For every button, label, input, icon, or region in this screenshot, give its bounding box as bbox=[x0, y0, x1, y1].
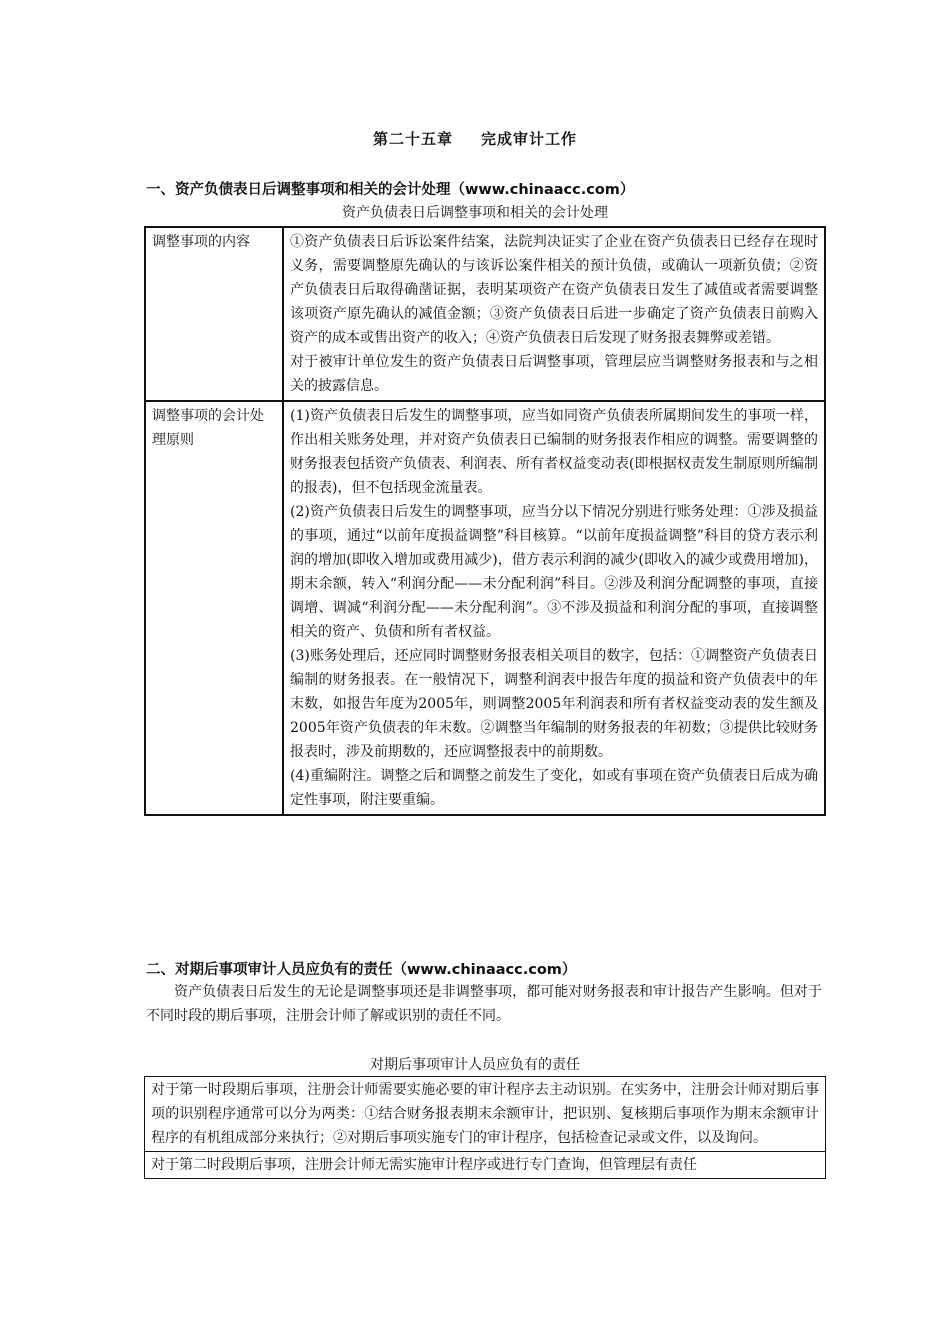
content-paragraph: 对于第一时段期后事项，注册会计师需要实施必要的审计程序去主动识别。在实务中，注册会计师对期后事项的识别程序通常可以分为两类：①结合财务报表期末余额审计，把识别、复核期后事项作为期末余额审计程序的有机组成部分来执行；②对期后事项实施专门的审计程序，包括检查记录或文件，以及询问。 bbox=[151, 1082, 819, 1146]
row-content bbox=[145, 1077, 826, 1152]
table-row bbox=[145, 1077, 826, 1152]
adjusting-events-table bbox=[144, 226, 826, 816]
content-paragraph: 对于被审计单位发生的资产负债表日后调整事项，管理层应当调整财务报表和与之相关的披露信息。 bbox=[290, 354, 818, 394]
row-label: 调整事项的内容 bbox=[145, 227, 283, 401]
chapter-name: 完成审计工作 bbox=[481, 130, 578, 148]
chapter-title bbox=[0, 128, 950, 149]
section-2-intro: 资产负债表日后发生的无论是调整事项还是非调整事项，都可能对财务报表和审计报告产生影响。但对于不同时段的期后事项，注册会计师了解或识别的责任不同。 bbox=[146, 984, 822, 1024]
content-paragraph: (2)资产负债表日后发生的调整事项，应当分以下情况分别进行账务处理：①涉及损益的事项，通过“以前年度损益调整”科目核算。“以前年度损益调整”科目的贷方表示利润的增加(即收入增加或费用减少)，借方表示利润的减少(即收入的减少或费用增加)，期末余额，转入“利润分配——未分配利润”科目。②涉及利润分配调整的事项，直接调增、调减“利润分配——未分配利润”。③不涉及损益和利润分配的事项，直接调整相关的资产、负债和所有者权益。 bbox=[290, 504, 818, 640]
table-row bbox=[145, 227, 825, 401]
row-label: 调整事项的会计处理原则 bbox=[145, 401, 283, 815]
table-2-caption: 对期后事项审计人员应负有的责任 bbox=[370, 1057, 580, 1073]
table-row bbox=[145, 401, 825, 815]
content-paragraph: (1)资产负债表日后发生的调整事项，应当如同资产负债表所属期间发生的事项一样，作出相关账务处理，并对资产负债表日已编制的财务报表作相应的调整。需要调整的财务报表包括资产负债表、利润表、所有者权益变动表(即根据权责发生制原则所编制的报表)，但不包括现金流量表。 bbox=[290, 408, 818, 496]
auditor-responsibility-table bbox=[144, 1076, 826, 1179]
section-2-heading: 二、对期后事项审计人员应负有的责任（www.chinaacc.com） bbox=[146, 962, 577, 978]
content-paragraph: 对于第二时段期后事项，注册会计师无需实施审计程序或进行专门查询，但管理层有责任 bbox=[151, 1157, 697, 1173]
section-1-heading: 一、资产负债表日后调整事项和相关的会计处理（www.chinaacc.com） bbox=[146, 182, 635, 198]
row-content bbox=[145, 1152, 826, 1179]
content-paragraph: ①资产负债表日后诉讼案件结案，法院判决证实了企业在资产负债表日已经存在现时义务，需要调整原先确认的与该诉讼案件相关的预计负债，或确认一项新负债；②资产负债表日后取得确凿证据，表明某项资产在资产负债表日发生了减值或者需要调整该项资产原先确认的减值金额；③资产负债表日后进一步确定了资产负债表日前购入资产的成本或售出资产的收入；④资产负债表日后发现了财务报表舞弊或差错。 bbox=[290, 234, 818, 346]
content-paragraph: (4)重编附注。调整之后和调整之前发生了变化，如或有事项在资产负债表日后成为确定性事项，附注要重编。 bbox=[290, 768, 818, 808]
table-row bbox=[145, 1152, 826, 1179]
chapter-number: 第二十五章 bbox=[372, 130, 453, 148]
table-1-caption: 资产负债表日后调整事项和相关的会计处理 bbox=[342, 205, 608, 221]
row-content bbox=[283, 227, 825, 401]
row-content bbox=[283, 401, 825, 815]
content-paragraph: (3)账务处理后，还应同时调整财务报表相关项目的数字，包括：①调整资产负债表日编制的财务报表。在一般情况下，调整利润表中报告年度的损益和资产负债表中的年末数，如报告年度为2005年，则调整2005年利润表和所有者权益变动表的发生额及2005年资产负债表的年末数。②调整当年编制的财务报表的年初数；③提供比较财务报表时，涉及前期数的，还应调整报表中的前期数。 bbox=[290, 648, 818, 760]
